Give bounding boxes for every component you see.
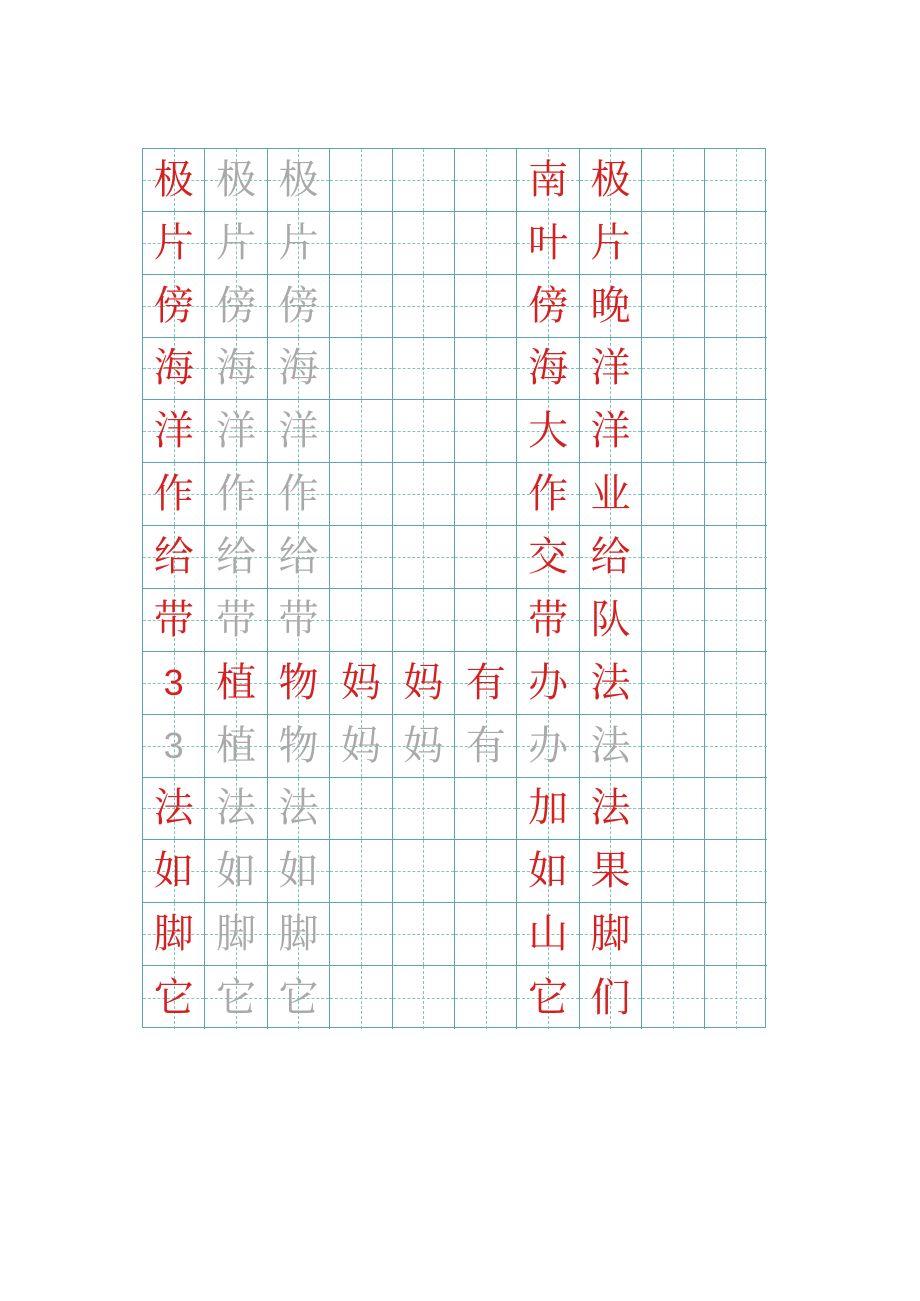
grid-cell	[268, 149, 330, 212]
grid-cell	[143, 400, 205, 463]
grid-cell	[268, 463, 330, 526]
character-glyph: 带	[216, 596, 257, 643]
grid-cell	[330, 840, 392, 903]
grid-cell	[642, 463, 704, 526]
character-glyph: 极	[278, 156, 319, 203]
grid-cell	[393, 966, 455, 1029]
grid-cell	[455, 652, 517, 715]
grid-cell	[205, 275, 267, 338]
grid-cell	[517, 778, 579, 841]
grid-cell	[580, 463, 642, 526]
grid-cell	[330, 652, 392, 715]
grid-cell	[642, 778, 704, 841]
grid-cell	[330, 966, 392, 1029]
grid-cell	[642, 275, 704, 338]
grid-cell	[517, 212, 579, 275]
character-glyph: 洋	[590, 408, 631, 455]
grid-cell	[205, 903, 267, 966]
character-glyph: 有	[465, 659, 506, 706]
grid-cell	[580, 275, 642, 338]
character-glyph: 物	[278, 659, 319, 706]
grid-cell	[143, 338, 205, 401]
character-glyph: 队	[590, 596, 631, 643]
character-glyph: 南	[528, 156, 569, 203]
grid-cell	[268, 275, 330, 338]
grid-cell	[705, 338, 767, 401]
character-glyph: 洋	[590, 345, 631, 392]
grid-cell	[205, 966, 267, 1029]
grid-cell	[205, 463, 267, 526]
grid-cell	[705, 526, 767, 589]
character-glyph: 如	[528, 848, 569, 895]
grid-cell	[330, 275, 392, 338]
character-glyph: 它	[216, 974, 257, 1021]
grid-cell	[455, 966, 517, 1029]
character-glyph: 作	[528, 471, 569, 518]
grid-cell	[330, 400, 392, 463]
grid-cell	[455, 463, 517, 526]
grid-cell	[517, 526, 579, 589]
grid-cell	[517, 275, 579, 338]
grid-cell	[642, 903, 704, 966]
grid-cell	[268, 338, 330, 401]
grid-cell	[143, 966, 205, 1029]
grid-cell	[705, 715, 767, 778]
grid-cell	[393, 652, 455, 715]
grid-cell	[330, 526, 392, 589]
grid-cell	[205, 715, 267, 778]
character-glyph: 果	[590, 848, 631, 895]
character-glyph: 傍	[278, 282, 319, 329]
grid-cell	[455, 778, 517, 841]
grid-cell	[268, 840, 330, 903]
character-glyph: 片	[153, 219, 194, 266]
grid-cell	[517, 903, 579, 966]
character-glyph: 妈	[403, 722, 444, 769]
character-glyph: 它	[278, 974, 319, 1021]
grid-cell	[268, 903, 330, 966]
character-glyph: 海	[528, 345, 569, 392]
grid-cell	[393, 589, 455, 652]
grid-cell	[143, 903, 205, 966]
grid-cell	[330, 903, 392, 966]
grid-cell	[517, 652, 579, 715]
grid-cell	[455, 275, 517, 338]
grid-cell	[705, 966, 767, 1029]
grid-cell	[205, 652, 267, 715]
grid-cell	[455, 840, 517, 903]
character-glyph: 海	[216, 345, 257, 392]
grid-cell	[642, 715, 704, 778]
character-glyph: 脚	[278, 911, 319, 958]
grid-cell	[642, 966, 704, 1029]
grid-cell	[393, 463, 455, 526]
character-glyph: 法	[590, 785, 631, 832]
character-glyph: 给	[153, 534, 194, 581]
grid-cell	[143, 715, 205, 778]
character-glyph: 极	[590, 156, 631, 203]
grid-cell	[705, 149, 767, 212]
character-glyph: 法	[278, 785, 319, 832]
grid-cell	[330, 715, 392, 778]
grid-cell	[205, 400, 267, 463]
character-glyph: 作	[278, 471, 319, 518]
grid-cell	[705, 463, 767, 526]
character-glyph: 带	[528, 596, 569, 643]
character-glyph: 脚	[153, 911, 194, 958]
character-glyph: 带	[278, 596, 319, 643]
grid-cell	[642, 652, 704, 715]
grid-cell	[517, 400, 579, 463]
grid-cell	[143, 463, 205, 526]
character-glyph: 叶	[528, 219, 569, 266]
character-glyph: 妈	[340, 659, 381, 706]
grid-cell	[517, 589, 579, 652]
character-glyph: 办	[528, 722, 569, 769]
character-glyph: 妈	[340, 722, 381, 769]
grid-cell	[455, 149, 517, 212]
character-glyph: 如	[278, 848, 319, 895]
grid-cell	[642, 338, 704, 401]
character-glyph: 加	[528, 785, 569, 832]
character-glyph: 有	[465, 722, 506, 769]
grid-cell	[642, 149, 704, 212]
character-glyph: 极	[216, 156, 257, 203]
grid-cell	[705, 903, 767, 966]
grid-cell	[455, 903, 517, 966]
grid-cell	[268, 589, 330, 652]
grid-cell	[393, 526, 455, 589]
grid-cell	[393, 903, 455, 966]
grid-cell	[393, 715, 455, 778]
character-glyph: 3	[163, 724, 184, 766]
grid-cell	[455, 400, 517, 463]
character-glyph: 片	[278, 219, 319, 266]
grid-cell	[580, 212, 642, 275]
grid-cell	[455, 589, 517, 652]
grid-cell	[642, 400, 704, 463]
grid-cell	[393, 338, 455, 401]
tianzige-worksheet	[142, 148, 766, 1028]
grid-cell	[205, 526, 267, 589]
grid-cell	[393, 149, 455, 212]
grid-cell	[705, 275, 767, 338]
grid-cell	[205, 338, 267, 401]
grid-cell	[642, 840, 704, 903]
grid-cell	[143, 840, 205, 903]
character-glyph: 作	[153, 471, 194, 518]
grid-cell	[330, 338, 392, 401]
grid-cell	[580, 338, 642, 401]
grid-cell	[455, 338, 517, 401]
grid-cell	[393, 778, 455, 841]
grid-cell	[143, 149, 205, 212]
character-glyph: 3	[163, 661, 184, 703]
character-glyph: 给	[216, 534, 257, 581]
grid-cell	[268, 652, 330, 715]
character-glyph: 如	[153, 848, 194, 895]
character-glyph: 法	[216, 785, 257, 832]
grid-cell	[393, 840, 455, 903]
grid-cell	[455, 526, 517, 589]
grid-cell	[268, 966, 330, 1029]
character-glyph: 法	[590, 659, 631, 706]
grid-cell	[705, 840, 767, 903]
character-glyph: 业	[590, 471, 631, 518]
character-glyph: 脚	[590, 911, 631, 958]
grid-cell	[580, 526, 642, 589]
character-glyph: 极	[153, 156, 194, 203]
grid-cell	[143, 526, 205, 589]
grid-cell	[580, 589, 642, 652]
grid-cell	[268, 526, 330, 589]
grid-cell	[517, 966, 579, 1029]
grid-cell	[580, 652, 642, 715]
grid-cell	[393, 275, 455, 338]
character-glyph: 植	[216, 659, 257, 706]
character-glyph: 带	[153, 596, 194, 643]
character-glyph: 办	[528, 659, 569, 706]
character-glyph: 它	[528, 974, 569, 1021]
character-glyph: 海	[153, 345, 194, 392]
grid-cell	[205, 840, 267, 903]
grid-cell	[393, 212, 455, 275]
character-glyph: 山	[528, 911, 569, 958]
character-glyph: 晚	[590, 282, 631, 329]
grid-cell	[143, 275, 205, 338]
character-glyph: 交	[528, 534, 569, 581]
grid-cell	[205, 778, 267, 841]
grid-cell	[205, 212, 267, 275]
character-glyph: 给	[278, 534, 319, 581]
grid-cell	[705, 589, 767, 652]
grid-cell	[705, 212, 767, 275]
grid-cell	[455, 715, 517, 778]
grid-cell	[393, 400, 455, 463]
grid-cell	[642, 526, 704, 589]
character-glyph: 植	[216, 722, 257, 769]
character-glyph: 脚	[216, 911, 257, 958]
character-glyph: 它	[153, 974, 194, 1021]
grid-cell	[143, 778, 205, 841]
grid-cell	[330, 212, 392, 275]
grid-cell	[330, 463, 392, 526]
character-glyph: 如	[216, 848, 257, 895]
grid-cell	[330, 149, 392, 212]
grid-cell	[517, 338, 579, 401]
character-glyph: 们	[590, 974, 631, 1021]
grid-cell	[517, 840, 579, 903]
grid-cell	[268, 715, 330, 778]
grid-cell	[268, 400, 330, 463]
character-glyph: 法	[153, 785, 194, 832]
grid-cell	[143, 212, 205, 275]
character-glyph: 大	[528, 408, 569, 455]
grid-cell	[268, 212, 330, 275]
grid-cell	[455, 212, 517, 275]
character-glyph: 作	[216, 471, 257, 518]
character-glyph: 傍	[216, 282, 257, 329]
character-glyph: 片	[216, 219, 257, 266]
grid-cell	[642, 589, 704, 652]
grid-cell	[580, 840, 642, 903]
character-glyph: 海	[278, 345, 319, 392]
grid-cell	[580, 149, 642, 212]
grid-cell	[330, 778, 392, 841]
grid-cell	[268, 778, 330, 841]
character-glyph: 傍	[528, 282, 569, 329]
grid-cell	[143, 589, 205, 652]
grid-cell	[205, 589, 267, 652]
grid-cell	[705, 400, 767, 463]
grid-cell	[205, 149, 267, 212]
grid-cell	[517, 149, 579, 212]
grid-cell	[517, 715, 579, 778]
grid-cell	[580, 715, 642, 778]
grid-cell	[580, 903, 642, 966]
character-glyph: 傍	[153, 282, 194, 329]
character-glyph: 物	[278, 722, 319, 769]
grid-cell	[143, 652, 205, 715]
grid-cell	[580, 966, 642, 1029]
grid-cell	[580, 778, 642, 841]
character-glyph: 片	[590, 219, 631, 266]
character-glyph: 洋	[278, 408, 319, 455]
grid-cell	[580, 400, 642, 463]
character-glyph: 洋	[216, 408, 257, 455]
character-glyph: 法	[590, 722, 631, 769]
grid-cell	[330, 589, 392, 652]
character-glyph: 妈	[403, 659, 444, 706]
grid-cell	[642, 212, 704, 275]
grid-cell	[517, 463, 579, 526]
character-glyph: 洋	[153, 408, 194, 455]
character-glyph: 给	[590, 534, 631, 581]
grid-cell	[705, 778, 767, 841]
grid-cell	[705, 652, 767, 715]
